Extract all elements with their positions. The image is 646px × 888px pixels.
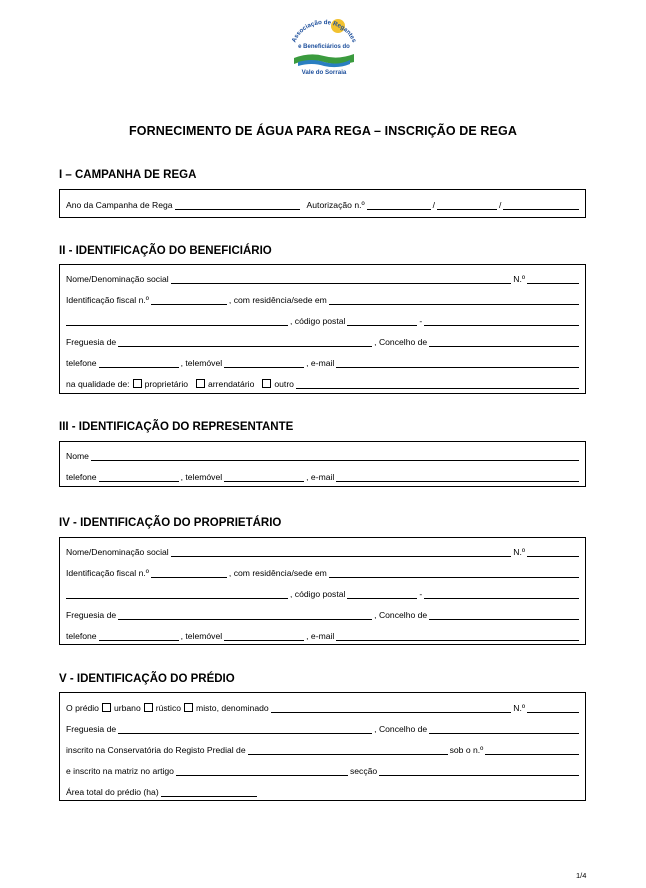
cp-dash: - xyxy=(419,316,423,326)
label-nome: Nome/Denominação social xyxy=(66,274,169,284)
label-telemovel: , telemóvel xyxy=(180,358,223,368)
label-matriz: e inscrito na matriz no artigo xyxy=(66,766,174,776)
logo-line-2: e Beneficiários do xyxy=(298,44,350,50)
logo-line-3: Vale do Sorraia xyxy=(301,69,347,76)
label-p-telemovel: , telemóvel xyxy=(180,631,223,641)
label-p-email: , e-mail xyxy=(306,631,335,641)
row-b-telefone xyxy=(66,354,581,368)
label-freguesia: Freguesia de xyxy=(66,337,117,347)
checkbox-misto[interactable] xyxy=(184,703,193,712)
label-nif: Identificação fiscal n.º xyxy=(66,295,149,305)
row-p-morada xyxy=(66,585,581,599)
row-b-nif xyxy=(66,291,581,305)
label-r-nome: Nome xyxy=(66,451,89,461)
page-number: 1/4 xyxy=(576,871,587,880)
field-autorizacao-1[interactable] xyxy=(367,199,431,210)
field-b-outro[interactable] xyxy=(296,378,579,389)
section-2-title: II - IDENTIFICAÇÃO DO BENEFICIÁRIO xyxy=(59,245,272,257)
field-matriz-artigo[interactable] xyxy=(176,765,348,776)
row-p-telefone xyxy=(66,627,581,641)
label-residencia: , com residência/sede em xyxy=(228,295,327,305)
label-predio-no: N.º xyxy=(513,703,525,713)
label-rustico: rústico xyxy=(155,703,182,713)
checkbox-rustico[interactable] xyxy=(144,703,153,712)
row-b-nome xyxy=(66,270,581,284)
label-email: , e-mail xyxy=(306,358,335,368)
label-qualidade: na qualidade de: xyxy=(66,379,130,389)
checkbox-outro[interactable] xyxy=(262,379,271,388)
field-p-concelho[interactable] xyxy=(429,609,579,620)
field-p-telemovel[interactable] xyxy=(224,630,304,641)
label-telefone: telefone xyxy=(66,358,97,368)
label-p-codigo-postal: , código postal xyxy=(290,589,346,599)
field-p-nome[interactable] xyxy=(171,546,512,557)
field-r-nome[interactable] xyxy=(91,450,579,461)
label-misto: misto, denominado xyxy=(196,703,269,713)
field-p-residencia[interactable] xyxy=(329,567,579,578)
field-p-cp-1[interactable] xyxy=(347,588,417,599)
row-p-nome xyxy=(66,543,581,557)
section-5-title: V - IDENTIFICAÇÃO DO PRÉDIO xyxy=(59,673,235,685)
row-predio-freguesia xyxy=(66,720,581,734)
field-p-morada[interactable] xyxy=(66,588,288,599)
label-predio: O prédio xyxy=(66,703,99,713)
field-conservatoria[interactable] xyxy=(248,744,448,755)
section-3-box xyxy=(59,441,586,487)
label-sob-no: sob o n.º xyxy=(449,745,484,755)
label-arrendatario: arrendatário xyxy=(208,379,255,389)
row-b-freguesia xyxy=(66,333,581,347)
document-title: FORNECIMENTO DE ÁGUA PARA REGA – INSCRIÇÃO DE REGA xyxy=(129,124,517,138)
section-2-box xyxy=(59,264,586,394)
checkbox-proprietario[interactable] xyxy=(133,379,142,388)
label-outro: outro xyxy=(274,379,294,389)
field-area[interactable] xyxy=(161,786,257,797)
label-p-nome: Nome/Denominação social xyxy=(66,547,169,557)
p-cp-dash: - xyxy=(419,589,423,599)
row-p-nif xyxy=(66,564,581,578)
field-b-telemovel[interactable] xyxy=(224,357,304,368)
label-urbano: urbano xyxy=(113,703,141,713)
field-predio-freguesia[interactable] xyxy=(118,723,372,734)
label-no: N.º xyxy=(513,274,525,284)
label-p-no: N.º xyxy=(513,547,525,557)
label-r-email: , e-mail xyxy=(306,472,335,482)
field-b-freguesia[interactable] xyxy=(118,336,372,347)
row-campanha xyxy=(66,196,581,210)
row-b-morada xyxy=(66,312,581,326)
label-conservatoria: inscrito na Conservatória do Registo Predial de xyxy=(66,745,246,755)
field-predio-no[interactable] xyxy=(527,702,579,713)
section-4-box xyxy=(59,537,586,645)
svg-text:Associação de Regantes xyxy=(291,19,358,44)
field-b-cp-1[interactable] xyxy=(347,315,417,326)
row-predio-tipo xyxy=(66,699,581,713)
checkbox-arrendatario[interactable] xyxy=(196,379,205,388)
field-predio-concelho[interactable] xyxy=(429,723,579,734)
field-r-email[interactable] xyxy=(336,471,579,482)
label-r-telemovel: , telemóvel xyxy=(180,472,223,482)
field-autorizacao-3[interactable] xyxy=(503,199,579,210)
label-p-telefone: telefone xyxy=(66,631,97,641)
label-predio-concelho: , Concelho de xyxy=(374,724,428,734)
slash-2: / xyxy=(499,200,502,210)
label-seccao: secção xyxy=(349,766,378,776)
section-1-title: I – CAMPANHA DE REGA xyxy=(59,169,197,181)
label-p-nif: Identificação fiscal n.º xyxy=(66,568,149,578)
field-b-nome[interactable] xyxy=(171,273,512,284)
field-p-nif[interactable] xyxy=(151,567,227,578)
field-p-cp-2[interactable] xyxy=(424,588,579,599)
field-sob-no[interactable] xyxy=(485,744,579,755)
checkbox-urbano[interactable] xyxy=(102,703,111,712)
field-r-telefone[interactable] xyxy=(99,471,179,482)
field-p-freguesia[interactable] xyxy=(118,609,372,620)
field-b-no[interactable] xyxy=(527,273,579,284)
field-b-residencia[interactable] xyxy=(329,294,579,305)
field-p-telefone[interactable] xyxy=(99,630,179,641)
field-b-morada[interactable] xyxy=(66,315,288,326)
label-p-freguesia: Freguesia de xyxy=(66,610,117,620)
label-p-concelho: , Concelho de xyxy=(374,610,428,620)
field-b-email[interactable] xyxy=(336,357,579,368)
label-area: Área total do prédio (ha) xyxy=(66,787,159,797)
field-b-nif[interactable] xyxy=(151,294,227,305)
field-p-no[interactable] xyxy=(527,546,579,557)
label-predio-freguesia: Freguesia de xyxy=(66,724,117,734)
row-p-freguesia xyxy=(66,606,581,620)
row-conservatoria xyxy=(66,741,581,755)
slash-1: / xyxy=(432,200,436,210)
field-seccao[interactable] xyxy=(379,765,579,776)
row-b-qualidade xyxy=(66,375,581,389)
field-denominado[interactable] xyxy=(271,702,512,713)
field-b-concelho[interactable] xyxy=(429,336,579,347)
row-r-telefone xyxy=(66,468,581,482)
row-area xyxy=(66,783,581,797)
label-r-telefone: telefone xyxy=(66,472,97,482)
logo-arc-text: Associação de Regantes xyxy=(290,18,358,44)
section-1-box xyxy=(59,189,586,218)
label-autorizacao: Autorização n.º xyxy=(306,200,365,210)
row-r-nome xyxy=(66,447,581,461)
association-logo xyxy=(280,12,368,78)
field-b-telefone[interactable] xyxy=(99,357,179,368)
label-p-residencia: , com residência/sede em xyxy=(228,568,327,578)
section-5-box xyxy=(59,692,586,801)
section-4-title: IV - IDENTIFICAÇÃO DO PROPRIETÁRIO xyxy=(59,517,282,529)
field-ano-campanha[interactable] xyxy=(175,199,300,210)
logo-graphic xyxy=(280,12,368,78)
field-p-email[interactable] xyxy=(336,630,579,641)
label-ano-campanha: Ano da Campanha de Rega xyxy=(66,200,173,210)
label-concelho: , Concelho de xyxy=(374,337,428,347)
field-b-cp-2[interactable] xyxy=(424,315,579,326)
section-3-title: III - IDENTIFICAÇÃO DO REPRESENTANTE xyxy=(59,421,294,433)
label-proprietario: proprietário xyxy=(144,379,189,389)
label-codigo-postal: , código postal xyxy=(290,316,346,326)
field-r-telemovel[interactable] xyxy=(224,471,304,482)
field-autorizacao-2[interactable] xyxy=(437,199,497,210)
row-matriz xyxy=(66,762,581,776)
